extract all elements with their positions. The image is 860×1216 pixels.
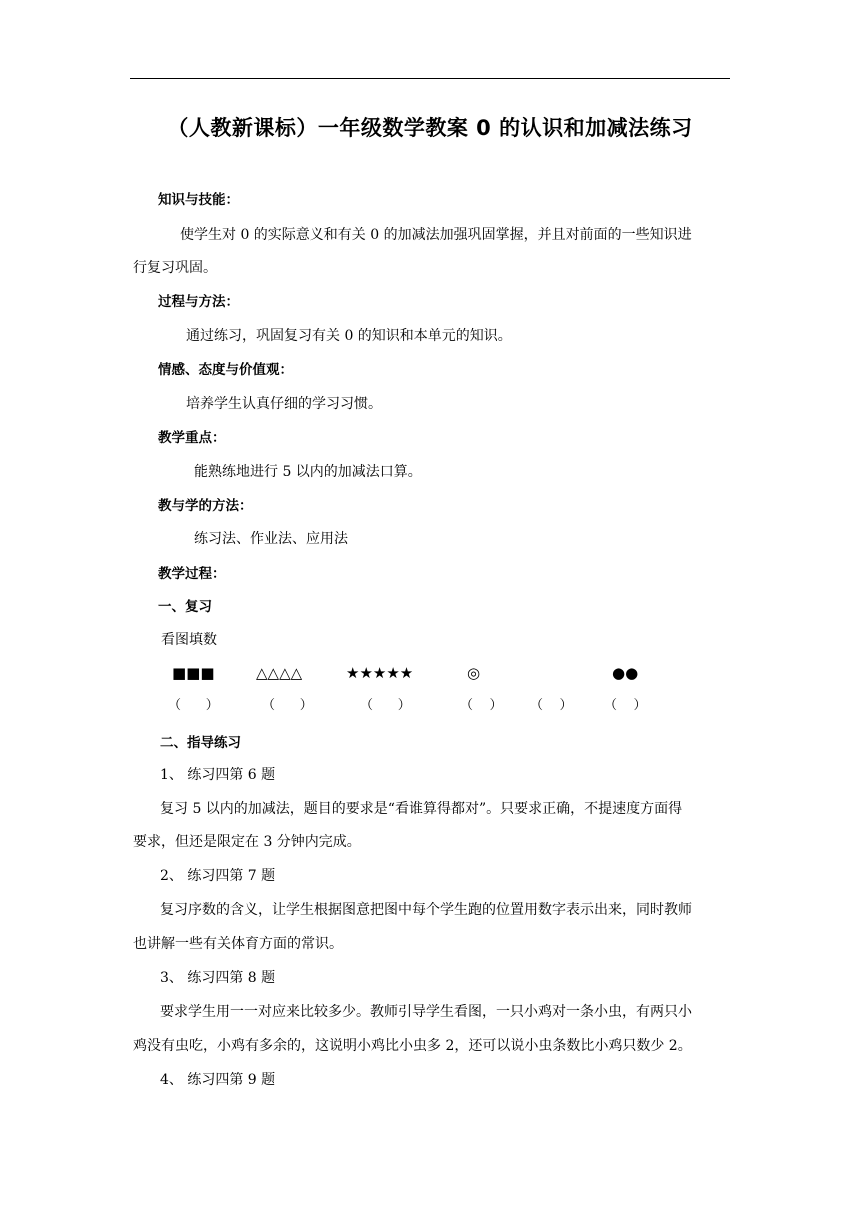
item1-title: 1、 练习四第 6 题 [160,767,276,783]
dots-figure: ●● [612,664,639,682]
item1-text: 复习 5 以内的加减法，题目的要求是“看谁算得都对”。只要求正确，不提速度方面得 [160,801,683,817]
item2-title: 2、 练习四第 7 题 [160,868,276,884]
circle-figure: ◎ [467,664,481,682]
stars-figure: ★★★★★ [346,664,414,682]
emotion-text: 培养学生认真仔细的学习习惯。 [186,396,382,412]
document-title: （人教新课标）一年级数学教案 0 的认识和加减法练习 [167,116,693,140]
key-text: 能熟练地进行 5 以内的加减法口算。 [194,464,422,480]
procedure-heading: 教学过程： [158,566,226,582]
emotion-heading: 情感、态度与价值观： [158,362,293,378]
process-heading: 过程与方法： [158,294,239,310]
process-text: 通过练习，巩固复习有关 0 的知识和本单元的知识。 [186,328,512,344]
item2-text-cont: 也讲解一些有关体育方面的常识。 [133,936,343,952]
answer-blank: （ ） [530,698,573,713]
review-subheading: 看图填数 [161,632,217,648]
answer-blank: （ ） [604,698,647,713]
knowledge-text-cont: 行复习巩固。 [133,260,217,276]
item3-text: 要求学生用一一对应来比较多少。教师引导学生看图，一只小鸡对一条小虫，有两只小 [160,1004,692,1020]
review-heading: 一、复习 [158,599,212,615]
knowledge-text: 使学生对 0 的实际意义和有关 0 的加减法加强巩固掌握，并且对前面的一些知识进 [180,227,692,243]
answer-blank: （ ） [168,698,219,713]
guided-practice-heading: 二、指导练习 [160,735,241,751]
squares-figure: ■■■ [172,664,215,682]
answer-blank: （ ） [262,698,313,713]
item3-title: 3、 练习四第 8 题 [160,970,276,986]
method-text: 练习法、作业法、应用法 [194,531,348,547]
header-rule [130,78,730,79]
item1-text-cont: 要求，但还是限定在 3 分钟内完成。 [133,834,361,850]
answer-blank: （ ） [360,698,411,713]
item4-title: 4、 练习四第 9 题 [160,1072,276,1088]
item3-text-cont: 鸡没有虫吃，小鸡有多余的，这说明小鸡比小虫多 2，还可以说小虫条数比小鸡只数少 2。 [133,1038,692,1054]
answer-blank: （ ） [460,698,503,713]
method-heading: 教与学的方法： [158,498,253,514]
knowledge-heading: 知识与技能： [158,192,239,208]
triangles-figure: △△△△ [256,664,303,682]
key-heading: 教学重点： [158,430,226,446]
item2-text: 复习序数的含义，让学生根据图意把图中每个学生跑的位置用数字表示出来，同时教师 [160,902,692,918]
